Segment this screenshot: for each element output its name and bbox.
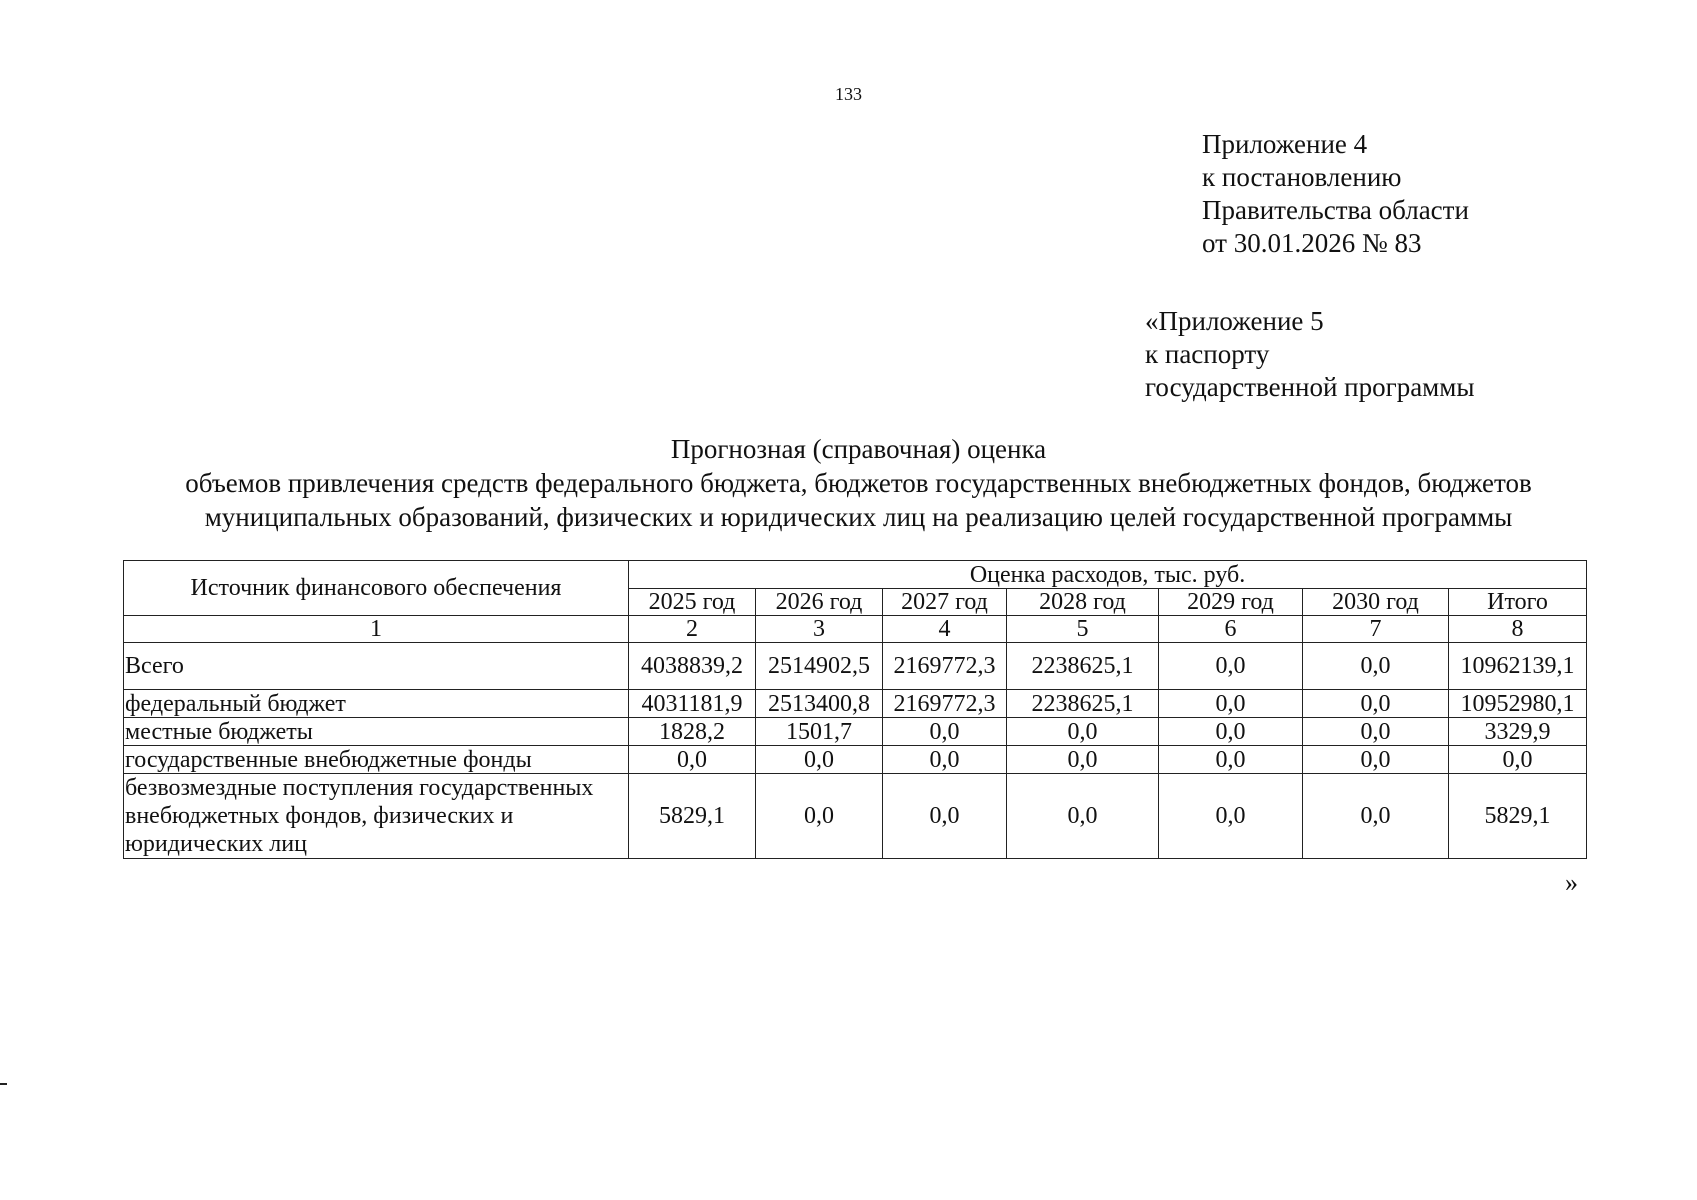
table-cell: 0,0	[1159, 690, 1303, 718]
annex-5-header	[1145, 305, 1475, 404]
source-column-header: Источник финансового обеспечения	[124, 561, 629, 616]
column-number: 2	[629, 616, 756, 643]
estimate-column-header: Оценка расходов, тыс. руб.	[629, 561, 1587, 589]
document-title-line: Прогнозная (справочная) оценка	[670, 434, 1047, 464]
table-cell: 4031181,9	[629, 690, 756, 718]
table-cell: 1501,7	[756, 718, 883, 746]
table-cell: 0,0	[1007, 718, 1159, 746]
table-cell: 0,0	[883, 746, 1007, 774]
table-cell: 0,0	[1159, 718, 1303, 746]
table-cell: 5829,1	[1449, 774, 1587, 859]
table-cell: 2238625,1	[1007, 643, 1159, 690]
year-header: 2030 год	[1303, 589, 1449, 616]
annex-5-line: «Приложение 5	[1145, 306, 1324, 336]
annex-4-line: Приложение 4	[1202, 129, 1368, 159]
annex-4-line: от 30.01.2026 № 83	[1202, 228, 1422, 258]
year-header: 2025 год	[629, 589, 756, 616]
table-cell: 0,0	[629, 746, 756, 774]
table-cell: 10952980,1	[1449, 690, 1587, 718]
table-cell: 0,0	[1159, 774, 1303, 859]
column-number: 7	[1303, 616, 1449, 643]
row-label: безвозмездные поступления государственных внебюджетных фондов, физических и юридических лиц	[124, 774, 629, 859]
annex-4-line: Правительства области	[1202, 195, 1469, 225]
table-cell: 0,0	[1007, 746, 1159, 774]
row-label: местные бюджеты	[124, 718, 629, 746]
table-cell: 2514902,5	[756, 643, 883, 690]
table-cell: 0,0	[883, 718, 1007, 746]
margin-mark	[0, 1083, 7, 1085]
table-cell: 0,0	[1303, 718, 1449, 746]
year-header: 2026 год	[756, 589, 883, 616]
table-row-extrabudgetary-funds	[124, 746, 1587, 774]
table-cell: 2513400,8	[756, 690, 883, 718]
column-number: 3	[756, 616, 883, 643]
annex-5-line: государственной программы	[1145, 372, 1475, 402]
row-label: Всего	[124, 643, 629, 690]
table-cell: 0,0	[756, 746, 883, 774]
table-cell: 0,0	[1303, 774, 1449, 859]
table-cell: 5829,1	[629, 774, 756, 859]
total-header: Итого	[1449, 589, 1587, 616]
closing-quote: »	[1565, 868, 1578, 897]
column-number: 6	[1159, 616, 1303, 643]
table-cell: 4038839,2	[629, 643, 756, 690]
table-cell: 0,0	[1303, 690, 1449, 718]
table-cell: 10962139,1	[1449, 643, 1587, 690]
document-title	[60, 432, 1657, 534]
column-number: 8	[1449, 616, 1587, 643]
table-cell: 0,0	[1159, 643, 1303, 690]
year-header: 2027 год	[883, 589, 1007, 616]
table-cell: 0,0	[756, 774, 883, 859]
table-cell: 0,0	[1449, 746, 1587, 774]
column-number: 1	[124, 616, 629, 643]
year-header: 2028 год	[1007, 589, 1159, 616]
table-cell: 0,0	[1303, 643, 1449, 690]
column-number-row	[124, 616, 1587, 643]
document-title-line: муниципальных образований, физических и юридических лиц на реализацию целей государственной программы	[204, 502, 1513, 532]
year-header: 2029 год	[1159, 589, 1303, 616]
table-header-row	[124, 561, 1587, 589]
table-cell: 0,0	[1007, 774, 1159, 859]
document-title-line: объемов привлечения средств федерального бюджета, бюджетов государственных внебюджетных фондов, бюджетов	[185, 468, 1532, 498]
table-cell: 0,0	[1159, 746, 1303, 774]
annex-5-line: к паспорту	[1145, 339, 1270, 369]
page-number: 133	[835, 84, 862, 104]
table-cell: 1828,2	[629, 718, 756, 746]
table-cell: 2169772,3	[883, 643, 1007, 690]
column-number: 5	[1007, 616, 1159, 643]
table-cell: 2169772,3	[883, 690, 1007, 718]
table-row-gratuitous-receipts	[124, 774, 1587, 859]
column-number: 4	[883, 616, 1007, 643]
row-label: федеральный бюджет	[124, 690, 629, 718]
annex-4-line: к постановлению	[1202, 162, 1402, 192]
table-row-federal-budget	[124, 690, 1587, 718]
table-cell: 3329,9	[1449, 718, 1587, 746]
table-row-local-budgets	[124, 718, 1587, 746]
table-cell: 0,0	[1303, 746, 1449, 774]
table-cell: 0,0	[883, 774, 1007, 859]
financing-table	[123, 560, 1587, 859]
row-label: государственные внебюджетные фонды	[124, 746, 629, 774]
table-cell: 2238625,1	[1007, 690, 1159, 718]
annex-4-header	[1202, 128, 1469, 260]
table-row-total	[124, 643, 1587, 690]
